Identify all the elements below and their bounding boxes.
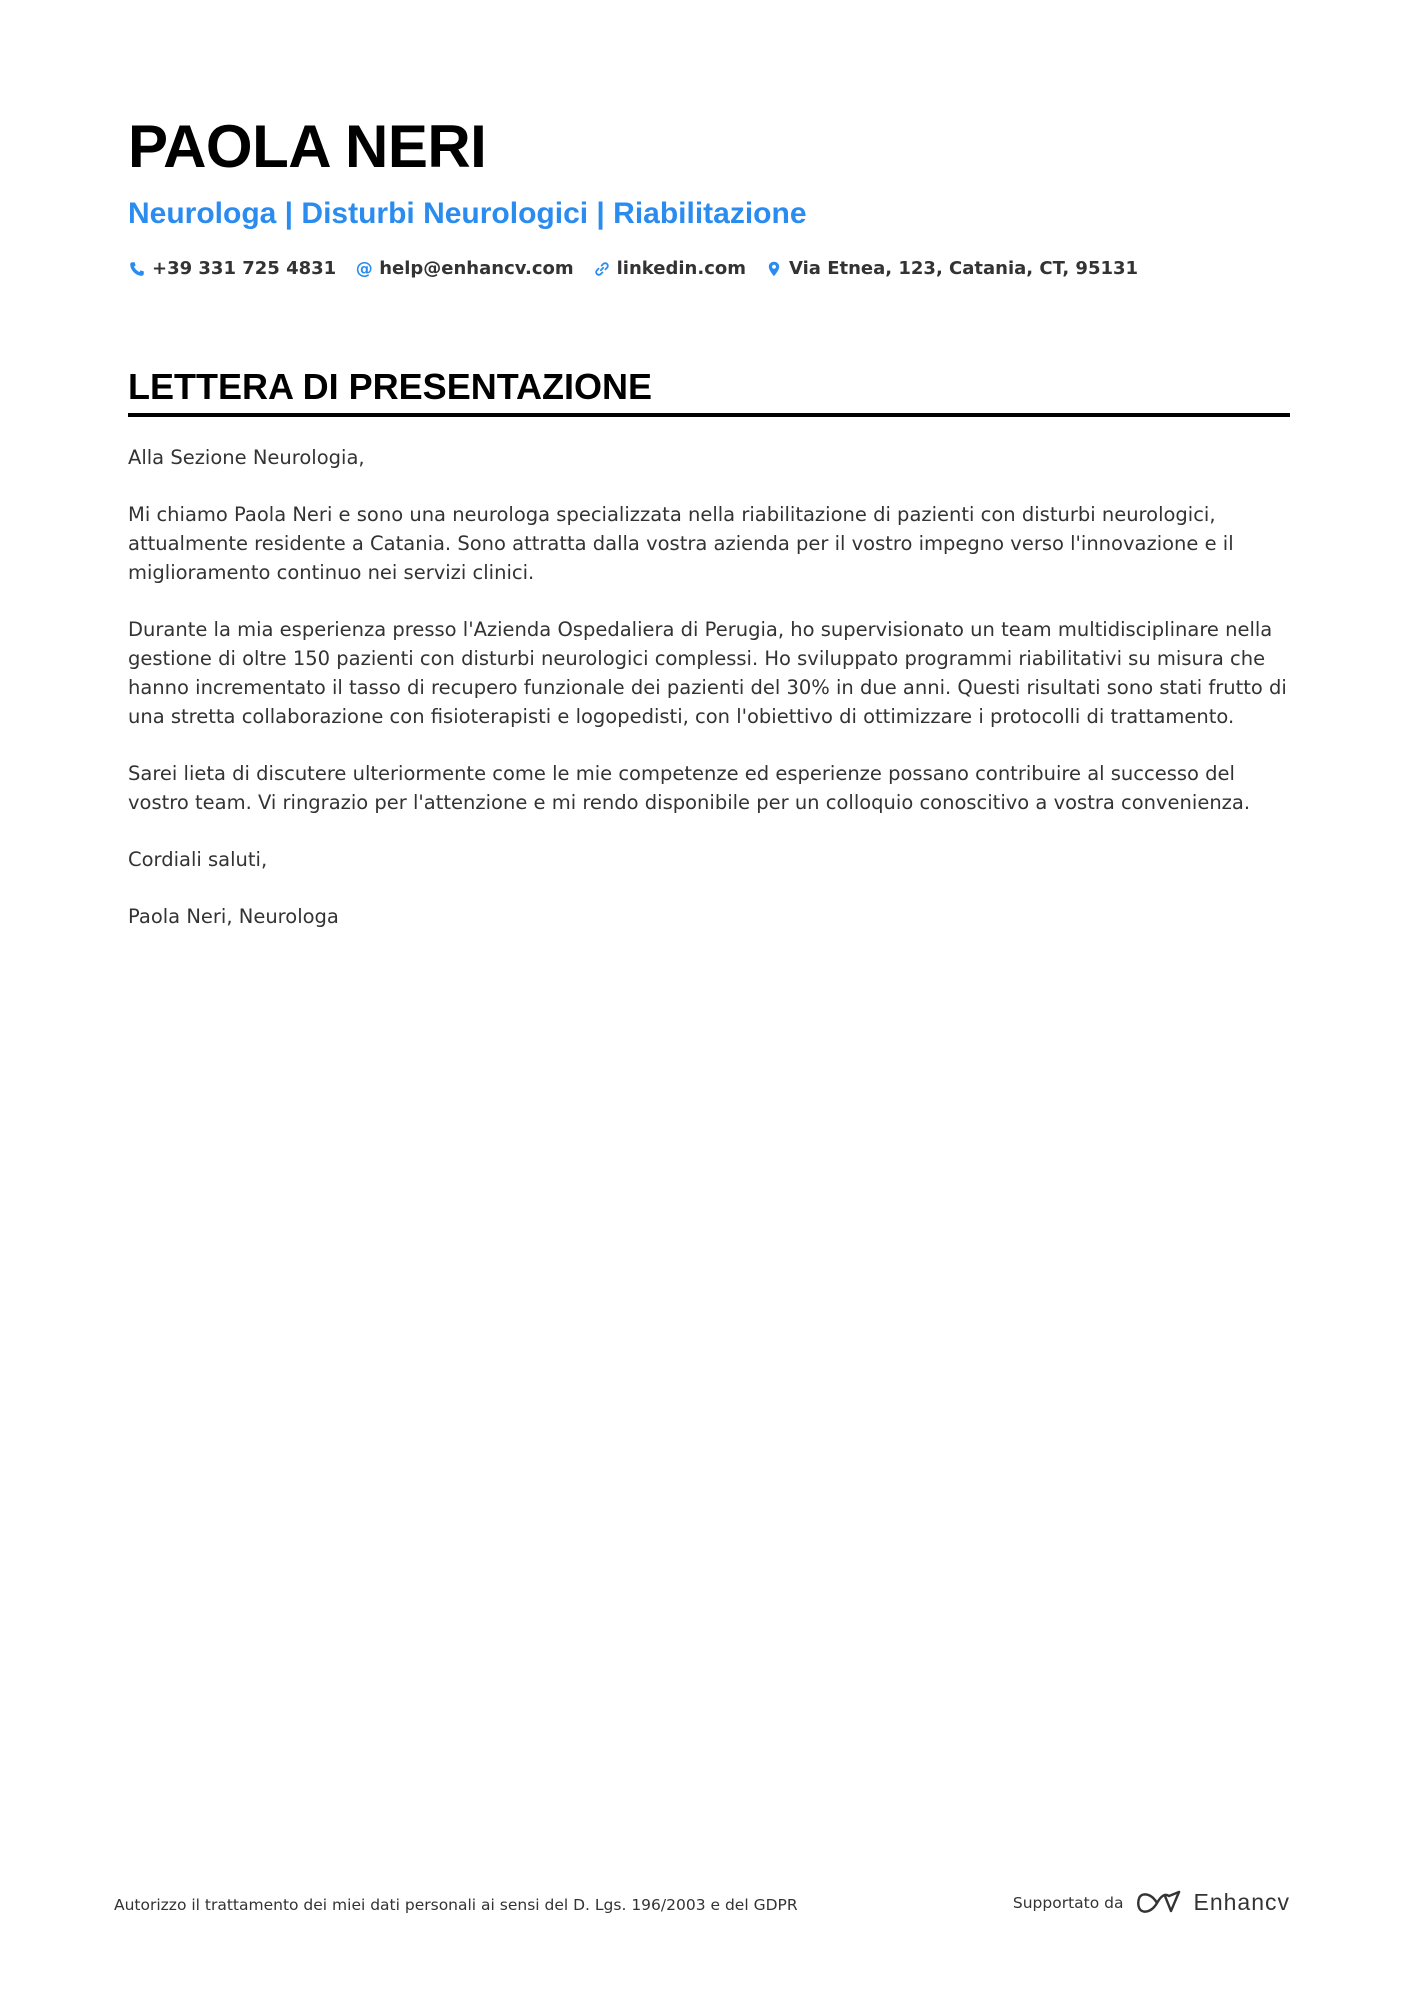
enhancv-logo-icon: [1135, 1890, 1181, 1916]
link-icon: [593, 260, 611, 278]
contact-phone[interactable]: [128, 256, 336, 282]
contact-linkedin-text: linkedin.com: [616, 258, 746, 279]
privacy-consent: Autorizzo il trattamento dei miei dati personali ai sensi del D. Lgs. 196/2003 e del GDPR: [114, 1896, 798, 1914]
header: [128, 112, 1288, 282]
candidate-headline: Neurologa | Disturbi Neurologici | Riabilitazione: [128, 197, 807, 230]
contact-email[interactable]: [355, 256, 573, 282]
letter-body: [128, 443, 1290, 931]
contact-phone-text: +39 331 725 4831: [152, 258, 337, 279]
contact-address-text: Via Etnea, 123, Catania, CT, 95131: [789, 258, 1139, 279]
contact-bar: [128, 256, 1288, 282]
letter-salutation: Alla Sezione Neurologia,: [128, 446, 365, 469]
enhancv-logo: [1135, 1889, 1290, 1916]
section-title: LETTERA DI PRESENTAZIONE: [128, 365, 1290, 417]
supported-by-label: Supportato da: [1012, 1893, 1124, 1912]
cover-letter-section: [128, 365, 1290, 959]
letter-paragraph: Durante la mia esperienza presso l'Azienda Ospedaliera di Perugia, ho supervisionato un team multidisciplinare nella gestione di oltre 150 pazienti con disturbi neurologici complessi. Ho sviluppato programmi riabilitativi su misura che hanno incrementato il tasso di recupero funzionale dei pazienti del 30% in due anni. Questi risultati sono stati frutto di una stretta collaborazione con fisioterapisti e logopedisti, con l'obiettivo di ottimizzare i protocolli di trattamento.: [128, 618, 1287, 728]
letter-paragraph: Mi chiamo Paola Neri e sono una neurologa specializzata nella riabilitazione di pazienti con disturbi neurologici, attualmente residente a Catania. Sono attratta dalla vostra azienda per il vostro impegno verso l'innovazione e il miglioramento continuo nei servizi clinici.: [128, 503, 1234, 584]
phone-icon: [128, 260, 146, 278]
powered-by[interactable]: [1013, 1889, 1290, 1916]
contact-email-text: help@enhancv.com: [379, 258, 574, 279]
contact-linkedin[interactable]: [593, 256, 746, 282]
letter-paragraph: Sarei lieta di discutere ulteriormente come le mie competenze ed esperienze possano contribuire al successo del vostro team. Vi ringrazio per l'attenzione e mi rendo disponibile per un colloquio conoscitivo a vostra convenienza.: [128, 762, 1251, 814]
at-icon: @: [355, 259, 373, 279]
location-pin-icon: [765, 260, 783, 278]
contact-address: [765, 256, 1138, 282]
enhancv-wordmark: Enhancv: [1193, 1889, 1290, 1915]
letter-signature: Paola Neri, Neurologa: [128, 905, 339, 928]
letter-closing: Cordiali saluti,: [128, 848, 268, 871]
candidate-name: PAOLA NERI: [128, 113, 487, 180]
